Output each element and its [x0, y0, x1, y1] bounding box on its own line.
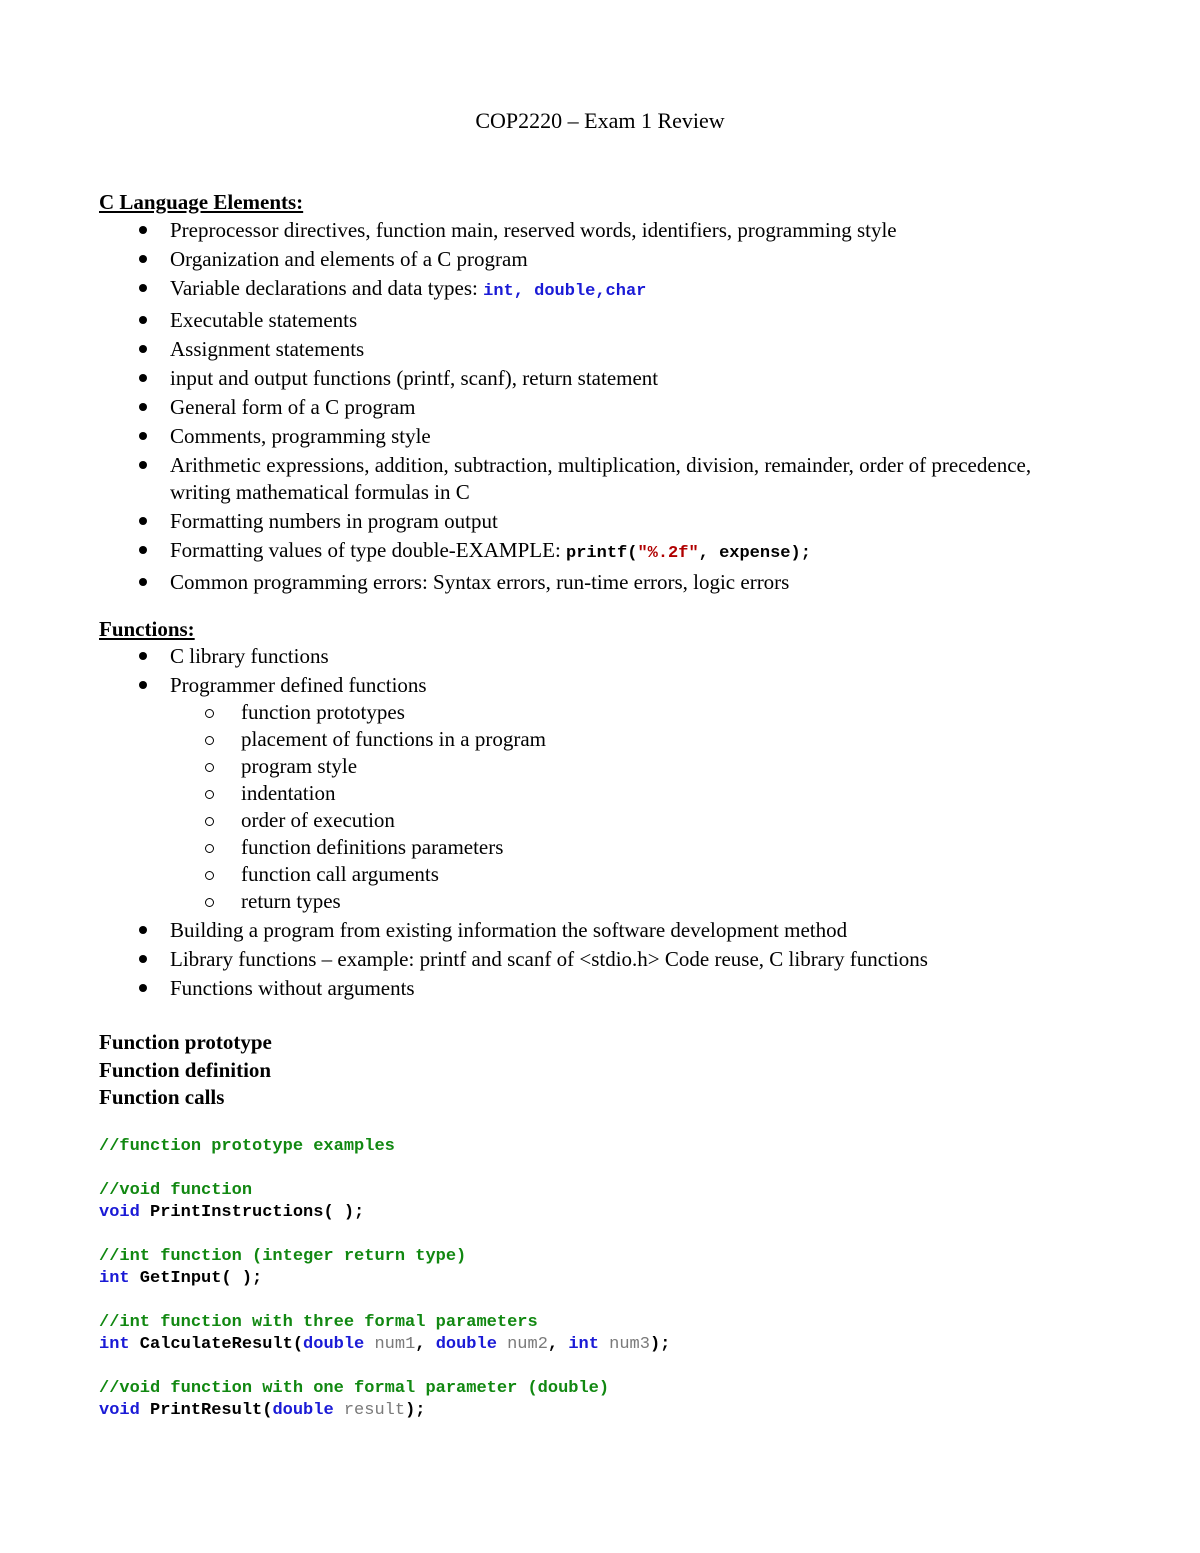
sub-list-item: program style [170, 753, 1041, 780]
list-item: C library functions [0, 643, 1050, 670]
list-item: Functions without arguments [0, 975, 1050, 1002]
list-item: Arithmetic expressions, addition, subtraction, multiplication, division, remainder, order of precedence, writing mathematical formulas in C [0, 452, 1050, 506]
sub-list-item: indentation [170, 780, 1041, 807]
heading-function-definition: Function definition [99, 1058, 272, 1082]
sub-list-item: return types [170, 888, 1041, 915]
code-comment: //void function [99, 1181, 253, 1200]
data-types-code: int, double,char [483, 282, 647, 301]
programmer-defined-functions-sublist [170, 699, 1050, 915]
sub-list-item: function call arguments [170, 861, 1041, 888]
code-comment: //int function (integer return type) [99, 1247, 467, 1266]
list-item: Formatting numbers in program output [0, 508, 1050, 535]
printf-example-code: printf("%.2f", expense); [566, 544, 811, 563]
list-item: Assignment statements [0, 336, 1050, 363]
sub-list-item: function prototypes [170, 699, 1041, 726]
heading-function-prototype: Function prototype [99, 1030, 272, 1054]
code-comment: //void function with one formal parameter (double) [99, 1379, 610, 1398]
list-item: Organization and elements of a C program [0, 246, 1050, 273]
document-title: COP2220 – Exam 1 Review [475, 108, 725, 133]
code-comment: //function prototype examples [99, 1137, 395, 1156]
list-item: General form of a C program [0, 394, 1050, 421]
sub-list-item: placement of functions in a program [170, 726, 1041, 753]
sub-list-item: order of execution [170, 807, 1041, 834]
section-heading-c-language-elements: C Language Elements: [99, 190, 304, 214]
c-language-elements-list [0, 217, 1050, 598]
sub-list-item: function definitions parameters [170, 834, 1041, 861]
code-block: //function prototype examples //void function void PrintInstructions( ); //int function (integer return type) int GetInput( ); //int function with three formal parameters int CalculateResult(double num1, double num2, int num3); //void function with one formal parameter (double) void PrintResult(double result); [99, 1137, 671, 1420]
functions-list [0, 643, 1050, 1004]
list-item: Comments, programming style [0, 423, 1050, 450]
list-item: Formatting values of type double-EXAMPLE: printf("%.2f", expense); [0, 537, 1050, 567]
list-item: Variable declarations and data types: int, double,char [0, 275, 1050, 305]
list-item: Programmer defined functions function prototypes placement of functions in a program program style indentation order of execution function definitions parameters function call arguments return types [0, 672, 1050, 915]
section-heading-functions: Functions: [99, 617, 195, 641]
list-item: Preprocessor directives, function main, reserved words, identifiers, programming style [0, 217, 1050, 244]
list-item: Common programming errors: Syntax errors, run-time errors, logic errors [0, 569, 1050, 596]
heading-function-calls: Function calls [99, 1085, 225, 1109]
list-item: Building a program from existing information the software development method [0, 917, 1050, 944]
code-comment: //int function with three formal parameters [99, 1313, 538, 1332]
list-item: input and output functions (printf, scanf), return statement [0, 365, 1050, 392]
list-item: Library functions – example: printf and scanf of <stdio.h> Code reuse, C library functions [0, 946, 1050, 973]
list-item: Executable statements [0, 307, 1050, 334]
